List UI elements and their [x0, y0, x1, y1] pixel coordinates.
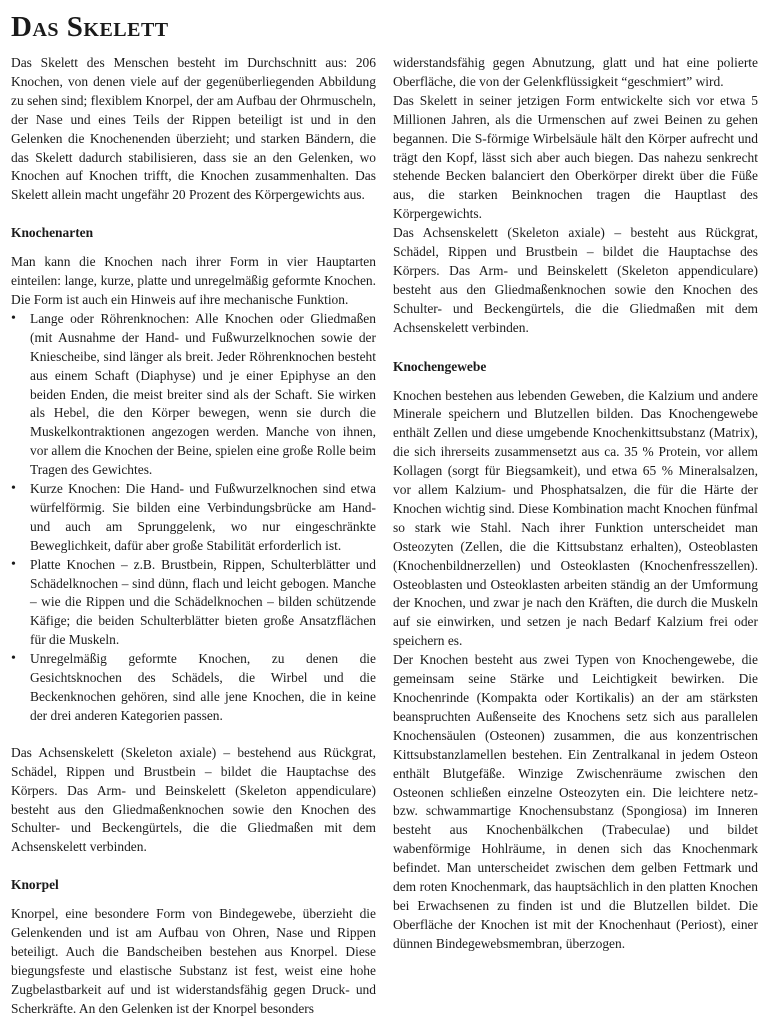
knochenarten-intro: Man kann die Knochen nach ihrer Form in vier Hauptarten einteilen: lange, kurze, platte und unregelmäßig geformte Knochen. Die Form ist auch ein Hinweis auf ihre mechanische Funktion. — [11, 254, 376, 307]
achsenskelett-paragraph: Das Achsenskelett (Skeleton axiale) – bestehend aus Rückgrat, Schädel, Rippen und Brustbein – bildet die Hauptachse des Körpers. Das Arm- und Beinskelett (Skeleton appendiculare) besteht aus den Gliedmaßenknochen sowie den Knochen des Schulter- und Beckengürtels, die die Gliedmaßen mit dem Achsenskelett verbinden. — [11, 744, 376, 855]
list-item: • Platte Knochen – z.B. Brustbein, Rippen, Schulterblätter und Schädelknochen – sind dünn, flach und leicht gebogen. Manche – wie die Rippen und die Schädelknochen – bilden schützende Käfige; die beiden Schulterblätter bieten große Ansatzflächen für die Muskeln. — [11, 556, 376, 651]
evolution-paragraph: Das Skelett in seiner jetzigen Form entwickelte sich vor etwa 5 Millionen Jahren, als die Urmenschen auf zwei Beinen zu gehen begannen. Die S-förmige Wirbelsäule hält den Körper aufrecht und trägt den Kopf, lässt sich aber auch biegen. Das nahezu senkrecht stehende Becken balanciert den Oberkörper direkt über die Füße aus, die starken Beinknochen tragen die Hauptlast des Körpergewichts. — [393, 92, 758, 222]
knochengewebe-paragraph-2: Der Knochen besteht aus zwei Typen von Knochengewebe, die gemeinsam seine Stärke und Leichtigkeit bewirken. Die Knochenrinde (Kompakta oder Kortikalis) an der am stärksten beanspruchten Außenseite des Knochens setz sich aus parallelen Knochensäulen (Osteonen) zusammen, die aus konzentrischen Kittsubstanzlamellen bestehen. Ein Zentralkanal in jedem Osteon enthält Blutgefäße. Winzige Zwischenräume zwischen den Osteonen schließen einzelne Osteozyten ein. Die leichtere netz- bzw. schwammartige Knochensubstanz (Spongiosa) im Inneren besteht aus Knochenbälkchen (Trabeculae) und bildet wabenförmige Hohlräume, in denen sich das Knochenmark befindet. Man unterscheidet zwischen dem gelben Fettmark und dem roten Knochenmark, das hauptsächlich in den platten Knochen bei Erwachsenen zu finden ist und die Blutzellen bildet. Die Oberfläche der Knochen ist mit der Knochenhaut (Periost), einer dünnen Bindegewebsmembran, überzogen. — [393, 652, 758, 951]
knochenarten-heading: Knochenarten — [11, 225, 94, 241]
right-column — [393, 54, 758, 954]
page-title: Das Skelett — [11, 11, 169, 43]
list-item: • Lange oder Röhrenknochen: Alle Knochen oder Gliedmaßen (mit Ausnahme der Hand- und Fußwurzelknochen sowie der Kniescheibe, sind länger als breit. Jeder Röhrenknochen besteht aus einem Schaft (Diaphyse) und je einer Epiphyse an den beiden Enden, die meist breiter sind als der Schaft. Sie wirken als Hebel, die den Körper bewegen, wenn sie durch die Muskelkontraktionen angezogen werden. Manche von ihnen, vor allem die Knochen der Beine, spielen eine große Rolle beim Tragen des Gewichtes. — [11, 310, 376, 480]
list-item: • Kurze Knochen: Die Hand- und Fußwurzelknochen sind etwa würfelförmig. Sie bilden eine Verbindungsbrücke am Hand- und auch am Sprunggelenk, wo nur eingeschränkte Beweglichkeit, dafür aber große Stabilität erforderlich ist. — [11, 480, 376, 556]
knochenarten-list — [11, 310, 376, 726]
knorpel-heading: Knorpel — [11, 877, 59, 893]
knochengewebe-paragraph-1: Knochen bestehen aus lebenden Geweben, die Kalzium und andere Minerale speichern und Blutzellen bilden. Das Knochengewebe enthält Zellen und diese umgebende Knochenkittsubstanz (Matrix), die sich ihrerseits zusammensetzt aus ca. 35 % Protein, vor allem Kollagen (sorgt für Biegsamkeit), und etwa 65 % Mineralsalzen, vor allem Kalzium- und Phosphatsalzen, die für die Härte der Knochen wichtig sind. Diese Kombination macht Knochen fünfmal so stark wie Stahl. Nach ihrer Funktion unterscheidet man Osteozyten (Zellen, die die Kittsubstanz erhalten), Osteoblasten (Knochenbildnerzellen) und Osteoklasten (Knochenfresszellen). Osteoblasten und Osteoklasten arbeiten ständig an der Umformung der Knochen, und zwar je nach den Kräften, die durch die Muskeln auf sie einwirken, und setzen je nach Bedarf Kalzium frei oder speichern es. — [393, 387, 758, 649]
achsenskelett-paragraph-right: Das Achsenskelett (Skeleton axiale) – besteht aus Rückgrat, Schädel, Rippen und Brustbein – bildet die Hauptachse des Körpers. Das Arm- und Beinskelett (Skeleton appendiculare) besteht aus den Gliedmaßenknochen sowie den Knochen des Schulter- und Beckengürtels, die die Gliedmaßen mit dem Achsenskelett verbinden. — [393, 225, 758, 335]
knorpel-paragraph: Knorpel, eine besondere Form von Bindegewebe, überzieht die Gelenkenden und ist am Aufbau von Ohren, Nase und Rippen beteiligt. Auch die Bandscheiben bestehen aus Knorpel. Diese biegungsfeste und elastische Substanz ist fest, weist eine hohe Zugbelastbarkeit auf und ist widerstandsfähig gegen Druck- und Scherkräfte. An den Gelenken ist der Knorpel besonders — [11, 906, 376, 1016]
knochengewebe-heading: Knochengewebe — [393, 358, 487, 374]
left-column — [11, 54, 376, 1019]
list-item: • Unregelmäßig geformte Knochen, zu denen die Gesichtsknochen des Schädels, die Wirbel und die Beckenknochen gehören, sind alle jene Knochen, die in keine der drei anderen Kategorien passen. — [11, 650, 376, 726]
knorpel-continued-paragraph: widerstandsfähig gegen Abnutzung, glatt und hat eine polierte Oberfläche, die von der Gelenkflüssigkeit “geschmiert” wird. — [393, 55, 758, 89]
intro-paragraph: Das Skelett des Menschen besteht im Durchschnitt aus: 206 Knochen, von denen viele auf der gegenüberliegenden Abbildung zu sehen sind; flexiblem Knorpel, der am Aufbau der Ohrmuscheln, der Nase und eines Teils der Rippen beteiligt ist und in den Gelenken die Knochenenden überzieht; und starken Bändern, die das Skelett dadurch stabilisieren, dass sie an den Gelenken, wo Knochen auf Knochen trifft, die Knochen zusammenhalten. Das Skelett allein macht ungefähr 20 Prozent des Körpergewichts aus. — [11, 55, 376, 203]
